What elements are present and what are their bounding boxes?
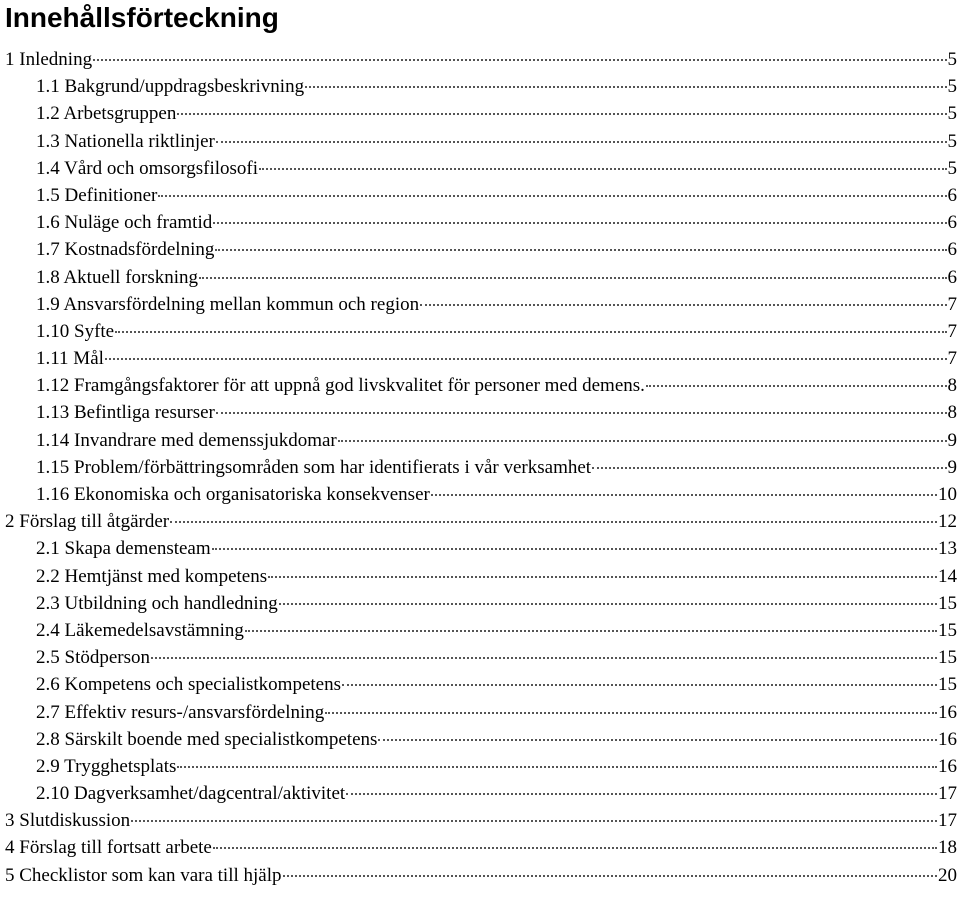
toc-entry-page-number[interactable]: 5 (947, 76, 957, 98)
dot-leader (431, 494, 937, 496)
toc-entry-page-number[interactable]: 5 (947, 130, 957, 152)
toc-entry[interactable] (0, 100, 960, 127)
dot-leader (105, 358, 947, 360)
toc-entry[interactable] (0, 563, 960, 590)
dot-leader (279, 603, 937, 605)
toc-entry-label[interactable]: 2.4 Läkemedelsavstämning (36, 619, 244, 641)
toc-entry-page-number[interactable]: 20 (938, 864, 957, 886)
dot-leader (646, 385, 947, 387)
dot-leader (216, 412, 947, 414)
dot-leader (213, 222, 946, 224)
toc-entry[interactable] (0, 834, 960, 861)
toc-entry[interactable] (0, 345, 960, 372)
toc-entry[interactable] (0, 644, 960, 671)
toc-entry[interactable] (0, 726, 960, 753)
toc-entry-page-number[interactable]: 17 (938, 783, 957, 805)
toc-entry[interactable] (0, 508, 960, 535)
toc-entry-page-number[interactable]: 15 (938, 674, 957, 696)
toc-entry[interactable] (0, 454, 960, 481)
dot-leader (177, 113, 946, 115)
toc-entry-label[interactable]: 1.12 Framgångsfaktorer för att uppnå god livskvalitet för personer med demens. (36, 375, 645, 397)
toc-entry-label[interactable]: 1.10 Syfte (36, 320, 115, 342)
toc-entry-label[interactable]: 1.6 Nuläge och framtid (36, 212, 213, 234)
toc-entry-label[interactable]: 2.8 Särskilt boende med specialistkompetens (36, 728, 378, 750)
toc-entry-page-number[interactable]: 7 (947, 320, 957, 342)
toc-entry-label[interactable]: 1.9 Ansvarsfördelning mellan kommun och region (36, 293, 420, 315)
toc-entry-page-number[interactable]: 6 (947, 239, 957, 261)
toc-entry-page-number[interactable]: 17 (938, 810, 957, 832)
toc-entry[interactable] (0, 291, 960, 318)
toc-entry-page-number[interactable]: 16 (938, 701, 957, 723)
toc-entry-label[interactable]: 1 Inledning (5, 49, 93, 70)
toc-entry-label[interactable]: 1.8 Aktuell forskning (36, 266, 199, 288)
toc-entry-label[interactable]: 1.15 Problem/förbättringsområden som har identifierats i vår verksamhet (36, 456, 592, 478)
toc-entry[interactable] (0, 427, 960, 454)
toc-entry[interactable] (0, 236, 960, 263)
dot-leader (378, 739, 937, 741)
toc-entry-page-number[interactable]: 8 (947, 402, 957, 424)
dot-leader (216, 141, 947, 143)
toc-entry[interactable] (0, 209, 960, 236)
toc-entry[interactable] (0, 318, 960, 345)
dot-leader (215, 249, 946, 251)
dot-leader (338, 440, 947, 442)
toc-entry-label[interactable]: 1.3 Nationella riktlinjer (36, 130, 215, 152)
toc-entry-page-number[interactable]: 9 (947, 456, 957, 478)
toc-entry-page-number[interactable]: 6 (947, 184, 957, 206)
toc-entry-label[interactable]: 2.10 Dagverksamhet/dagcentral/aktivitet (36, 783, 346, 805)
toc-entry-page-number[interactable]: 15 (938, 592, 957, 614)
dot-leader (592, 467, 946, 469)
toc-entry-page-number[interactable]: 14 (938, 565, 957, 587)
toc-entry-label[interactable]: 5 Checklistor som kan vara till hjälp (5, 864, 282, 886)
toc-entry-label[interactable]: 2.1 Skapa demensteam (36, 538, 211, 560)
toc-entry-label[interactable]: 1.2 Arbetsgruppen (36, 103, 177, 125)
toc-entry-page-number[interactable]: 15 (938, 619, 957, 641)
toc-entry-page-number[interactable]: 7 (947, 293, 957, 315)
dot-leader (93, 59, 946, 61)
dot-leader (213, 847, 937, 849)
dot-leader (268, 576, 937, 578)
toc-entry[interactable] (0, 699, 960, 726)
toc-entry-label[interactable]: 1.4 Vård och omsorgsfilosofi (36, 157, 259, 179)
dot-leader (115, 331, 946, 333)
dot-leader (346, 793, 937, 795)
dot-leader (259, 168, 946, 170)
dot-leader (170, 521, 937, 523)
toc-entry[interactable] (0, 780, 960, 807)
toc-entry[interactable] (0, 617, 960, 644)
toc-entry-label[interactable]: 1.1 Bakgrund/uppdragsbeskrivning (36, 76, 305, 98)
toc-entry[interactable] (0, 753, 960, 780)
toc-entry-label[interactable]: 2.5 Stödperson (36, 647, 150, 669)
toc-entry-label[interactable]: 2.7 Effektiv resurs-/ansvarsfördelning (36, 701, 325, 723)
toc-entry-label[interactable]: 1.13 Befintliga resurser (36, 402, 215, 424)
dot-leader (305, 86, 946, 88)
toc-entry[interactable] (0, 535, 960, 562)
toc-entry-label[interactable]: 1.16 Ekonomiska och organisatoriska konsekvenser (36, 484, 430, 505)
dot-leader (245, 630, 937, 632)
dot-leader (131, 820, 937, 822)
toc-entry-page-number[interactable]: 8 (947, 375, 957, 397)
toc-entry[interactable] (0, 46, 960, 73)
toc-entry-page-number[interactable]: 5 (947, 157, 957, 179)
dot-leader (158, 195, 946, 197)
toc-entry-label[interactable]: 1.5 Definitioner (36, 184, 158, 206)
toc-entry-page-number[interactable]: 5 (947, 103, 957, 125)
toc-entry-page-number[interactable]: 13 (938, 538, 957, 560)
toc-entry-page-number[interactable]: 16 (938, 728, 957, 750)
toc-entry-label[interactable]: 2.9 Trygghetsplats (36, 755, 177, 777)
toc-entry[interactable] (0, 128, 960, 155)
toc-entry-page-number[interactable]: 6 (947, 212, 957, 234)
toc-entry-page-number[interactable]: 15 (938, 647, 957, 669)
table-of-contents (0, 46, 960, 889)
dot-leader (283, 875, 937, 877)
toc-entry-page-number[interactable]: 18 (938, 837, 957, 859)
toc-entry[interactable] (0, 155, 960, 182)
toc-entry-label[interactable]: 1.7 Kostnadsfördelning (36, 239, 215, 261)
dot-leader (342, 684, 937, 686)
dot-leader (177, 766, 937, 768)
toc-entry-label[interactable]: 1.11 Mål (36, 348, 104, 370)
toc-entry-page-number[interactable]: 6 (947, 266, 957, 288)
toc-entry[interactable] (0, 862, 960, 889)
toc-entry-label[interactable]: 2.3 Utbildning och handledning (36, 592, 278, 614)
toc-entry-page-number[interactable]: 5 (947, 49, 957, 70)
toc-entry-label[interactable]: 2 Förslag till åtgärder (5, 511, 170, 533)
page-title: Innehållsförteckning (5, 2, 279, 33)
toc-entry[interactable] (0, 590, 960, 617)
toc-entry-page-number[interactable]: 7 (947, 348, 957, 370)
toc-entry-label[interactable]: 4 Förslag till fortsatt arbete (5, 837, 212, 859)
toc-entry-page-number[interactable]: 9 (947, 429, 957, 451)
toc-entry-label[interactable]: 3 Slutdiskussion (5, 810, 131, 832)
toc-entry-page-number[interactable]: 12 (938, 511, 957, 533)
dot-leader (151, 657, 937, 659)
toc-entry[interactable] (0, 73, 960, 100)
toc-entry-page-number[interactable]: 10 (938, 484, 957, 505)
toc-entry[interactable] (0, 671, 960, 698)
toc-entry[interactable] (0, 399, 960, 426)
toc-entry-label[interactable]: 1.14 Invandrare med demenssjukdomar (36, 429, 337, 451)
toc-entry-label[interactable]: 2.6 Kompetens och specialistkompetens (36, 674, 341, 696)
toc-entry[interactable] (0, 481, 960, 508)
dot-leader (199, 277, 946, 279)
toc-entry[interactable] (0, 372, 960, 399)
toc-entry[interactable] (0, 264, 960, 291)
toc-entry[interactable] (0, 807, 960, 834)
dot-leader (325, 712, 937, 714)
toc-entry-page-number[interactable]: 16 (938, 755, 957, 777)
dot-leader (420, 304, 946, 306)
dot-leader (212, 548, 937, 550)
toc-entry[interactable] (0, 182, 960, 209)
toc-entry-label[interactable]: 2.2 Hemtjänst med kompetens (36, 565, 268, 587)
